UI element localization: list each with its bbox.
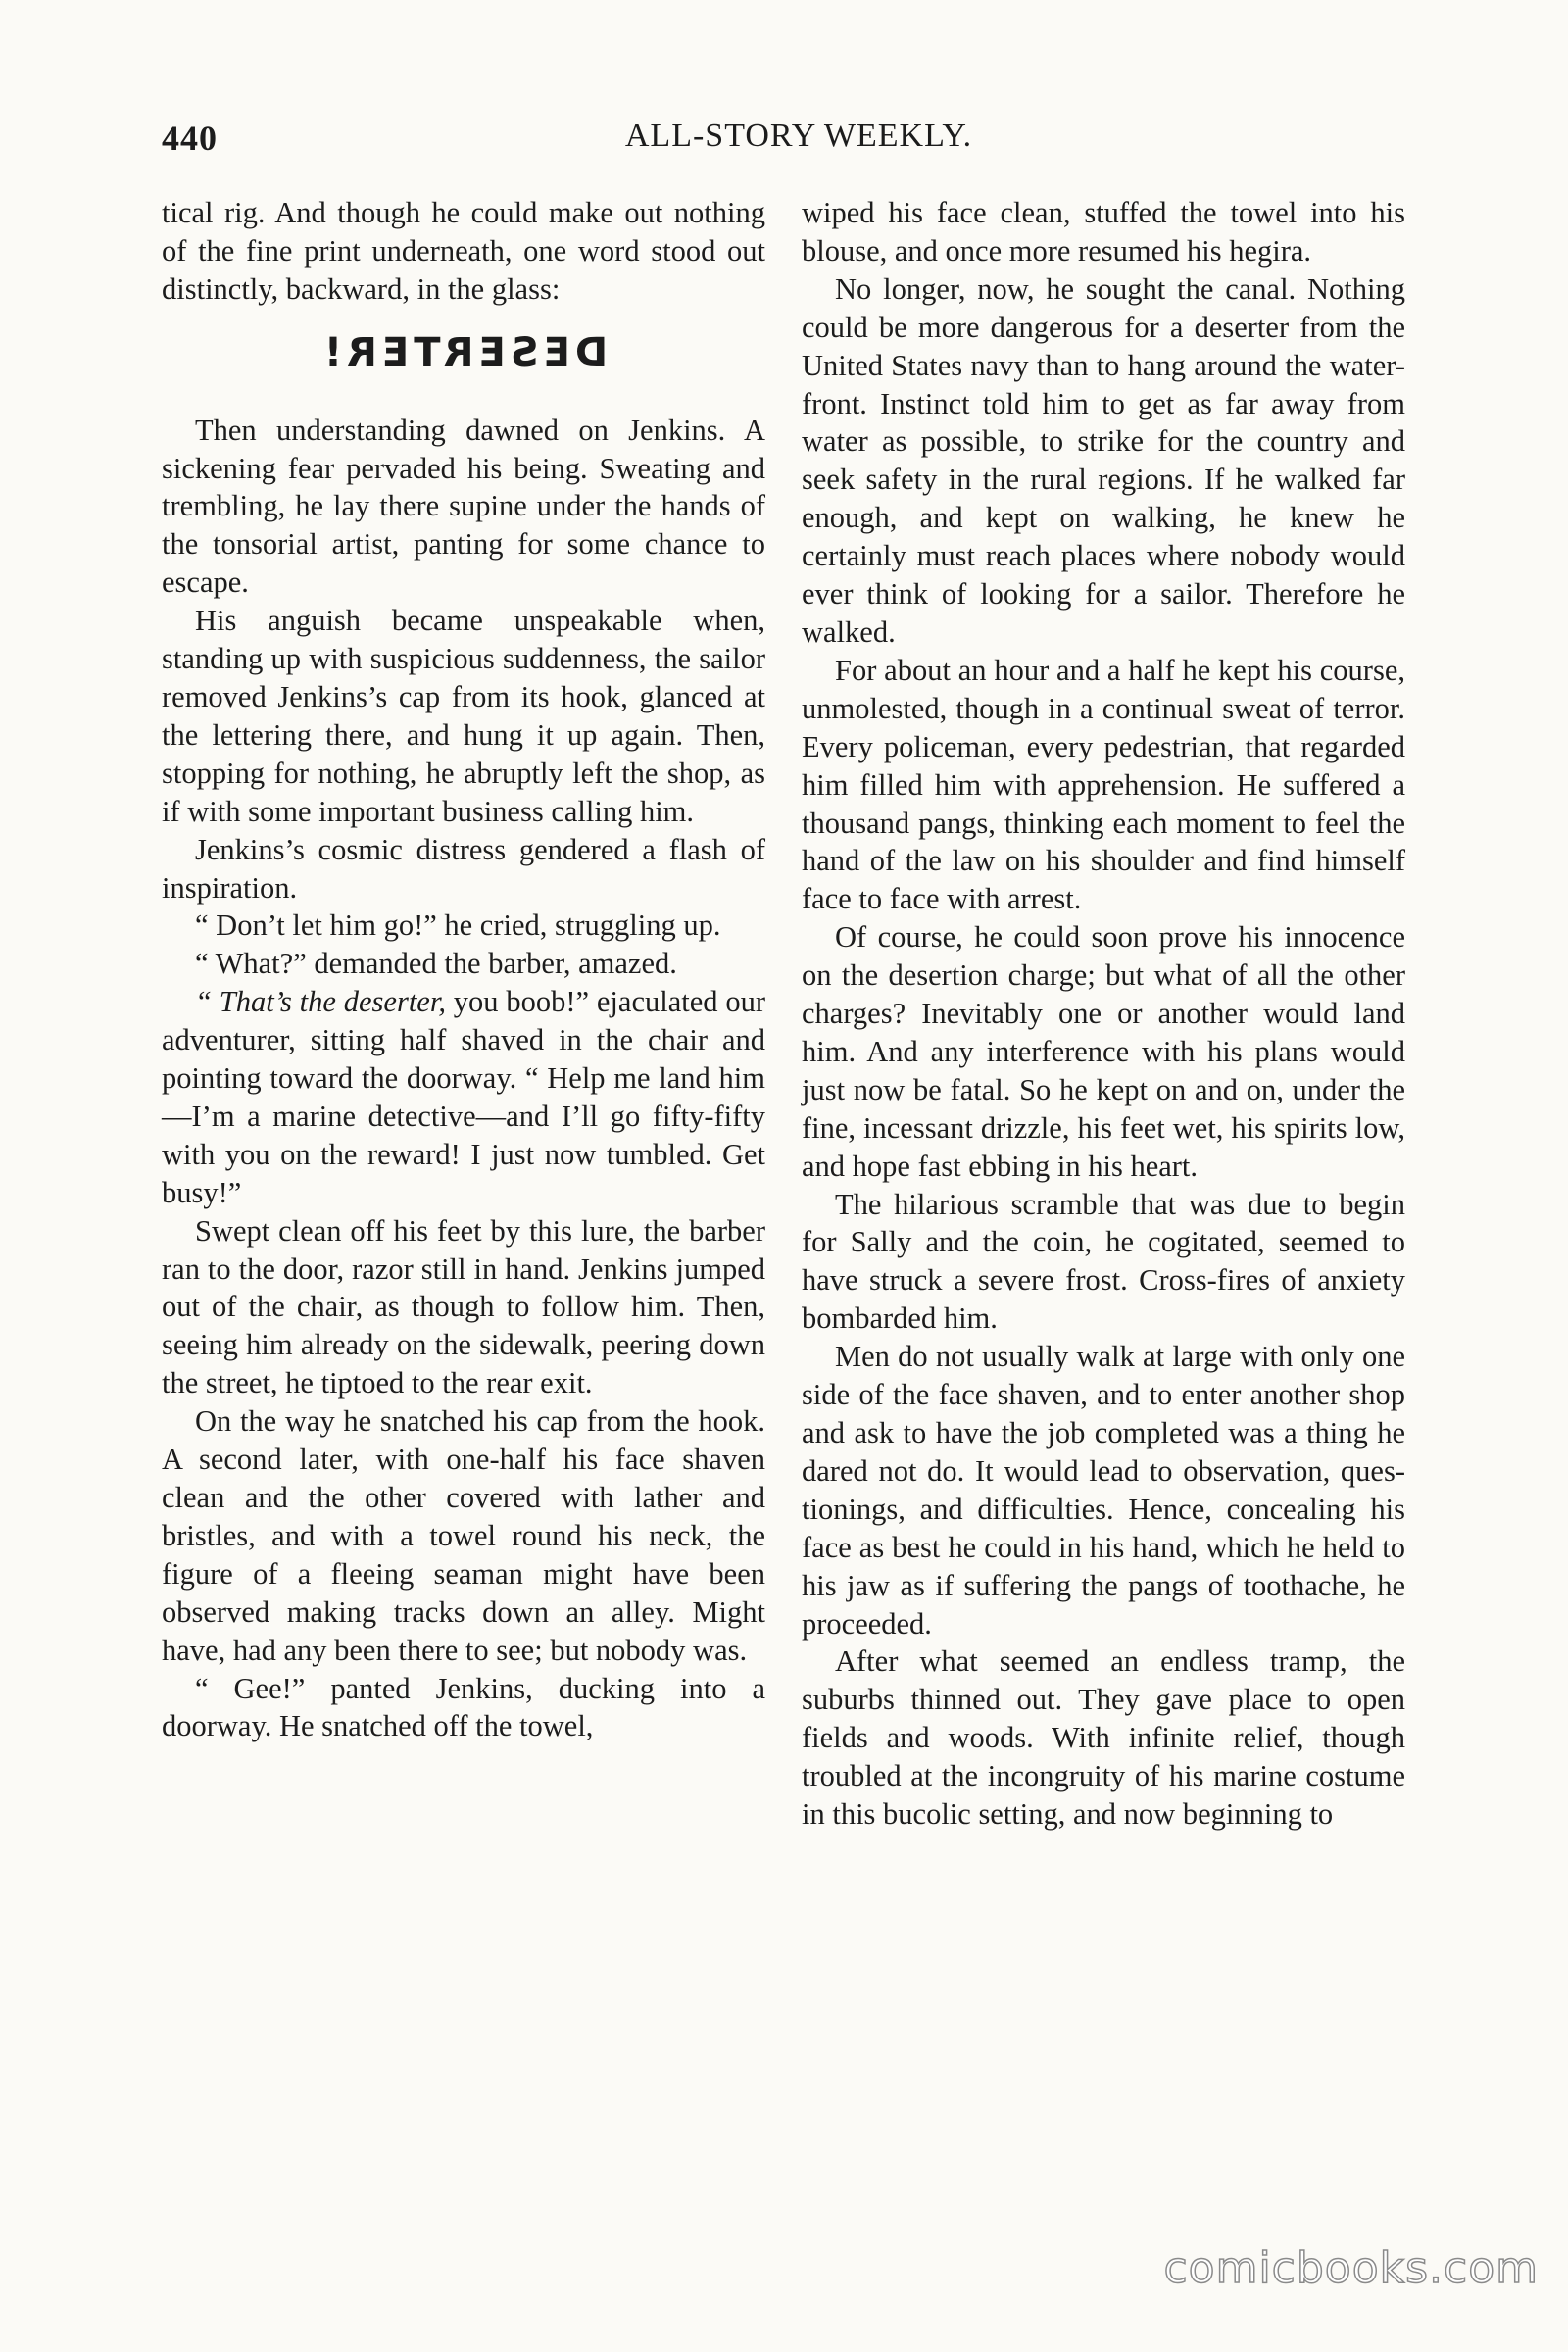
left-column bbox=[162, 194, 765, 1745]
paragraph: Jenkins’s cosmic distress gendered a flash of inspiration. bbox=[162, 832, 765, 905]
running-title: ALL-STORY WEEKLY. bbox=[624, 118, 973, 154]
paragraph: tical rig. And though he could make out nothing of the fine print underneath, one word stood out distinctly, backward, in the glass: bbox=[162, 196, 765, 306]
paragraph: No longer, now, he sought the canal. Nothing could be more dangerous for a deserter from the United States navy than to hang around the water-front. Instinct told him to get as far away from water as possible, to strike for the country and seek safety in the rural regions. If he walked far enough, and kept on walking, he knew he certainly must reach places where nobody would ever think of looking for a sailor. Therefore he walked. bbox=[802, 271, 1405, 649]
paragraph: “ Don’t let him go!” he cried, struggling up. bbox=[195, 908, 721, 943]
mirrored-word: DESERTER! bbox=[318, 329, 609, 375]
watermark: comicbooks.com bbox=[1163, 2243, 1539, 2293]
paragraph: On the way he snatched his cap from the hook. A second later, with one-half his face shaven clean and the other covered with lather and bristles, and with a towel round his neck, the figure of a fleeing seaman might have been observed making tracks down an alley. Might have, had any been there to see; but nobody was. bbox=[162, 1404, 765, 1667]
right-column bbox=[802, 194, 1405, 1834]
paragraph: Then understanding dawned on Jenkins. A sickening fear pervaded his being. Sweating and trembling, he lay there supine under the hands of the tonsorial artist, panting for some chance to escape. bbox=[162, 413, 765, 600]
paragraph: “ Gee!” panted Jenkins, ducking into a doorway. He snatched off the towel, bbox=[162, 1671, 765, 1743]
paragraph: Of course, he could soon prove his innocence on the desertion charge; but what of all the other charges? Inevitably one or another would land him. And any interference with his plans would just now be fatal. So he kept on and on, under the fine, incessant drizzle, his feet wet, his spirits low, and hope fast ebbing in his heart. bbox=[802, 920, 1405, 1183]
paragraph: For about an hour and a half he kept his course, unmolested, though in a continual sweat of terror. Every policeman, every pedestrian, that regarded him filled him with apprehension. He suffered a thousand pangs, thinking each moment to feel the hand of the law on his shoulder and find himself face to face with arrest. bbox=[802, 653, 1405, 916]
paragraph-text: you boob!” ejaculated our adventurer, sitting half shaved in the chair and pointing toward the doorway. “ Help me land him—I’m a marine detective—and I’ll go fifty-fifty with you on the reward! I just now tumbled. Get busy!” bbox=[162, 985, 765, 1209]
paragraph: “ What?” demanded the barber, amazed. bbox=[195, 947, 677, 981]
page-header bbox=[162, 118, 1406, 176]
paragraph: The hilarious scramble that was due to begin for Sally and the coin, he cogitated, seemed to have struck a severe frost. Cross-fires of anxiety bombarded him. bbox=[802, 1187, 1405, 1336]
paragraph: Men do not usually walk at large with only one side of the face shaven, and to enter another shop and ask to have the job completed was a thing he dared not do. It would lead to observation, questionings, and difficulties. Hence, concealing his face as best he could in his hand, which he held to his jaw as if suffering the pangs of toothache, he proceeded. bbox=[802, 1340, 1405, 1641]
paragraph: wiped his face clean, stuffed the towel into his blouse, and once more resumed his hegira. bbox=[802, 196, 1405, 268]
page-number: 440 bbox=[162, 119, 218, 158]
italic-phrase: “ That’s the deserter, bbox=[195, 985, 446, 1019]
paragraph: His anguish became unspeakable when, standing up with suspicious suddenness, the sailor removed Jenkins’s cap from its hook, glanced at the lettering there, and hung it up again. Then, stopping for nothing, he abruptly left the shop, as if with some important business calling him. bbox=[162, 604, 765, 828]
paragraph: After what seemed an endless tramp, the suburbs thinned out. They gave place to open fields and woods. With infinite relief, though troubled at the incongruity of his marine costume in this bucolic setting, and now beginning to bbox=[802, 1644, 1405, 1832]
paragraph: Swept clean off his feet by this lure, the barber ran to the door, razor still in hand. Jenkins jumped out of the chair, as though to follow him. Then, seeing him already on the sidewalk, peering down the street, he tiptoed to the rear exit. bbox=[162, 1213, 765, 1400]
paragraph bbox=[162, 983, 765, 1211]
